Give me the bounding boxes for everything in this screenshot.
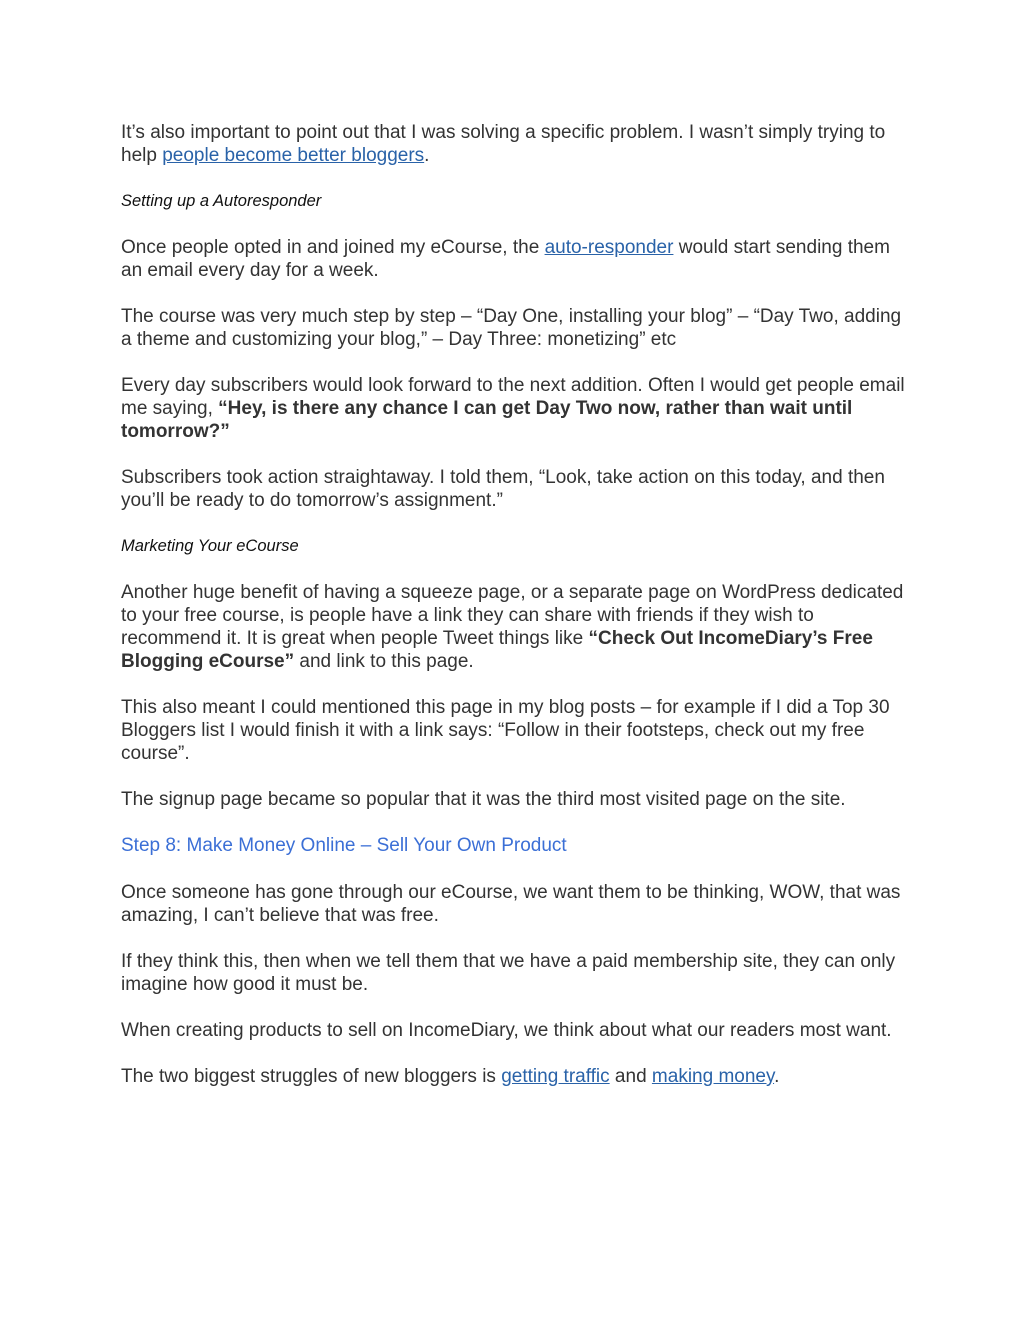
paragraph-end: . <box>424 145 430 166</box>
paragraph-subscribers-look-forward <box>121 374 911 443</box>
paragraph-took-action: Subscribers took action straightaway. I told them, “Look, take action on this today, and then you’ll be ready to do tomorrow’s assignment.” <box>121 467 885 511</box>
paragraph-text: Every day subscribers would look forward to the next addition. Often I would get people email me saying, <box>121 375 905 419</box>
bold-quote-check-out: “Check Out IncomeDiary’s Free Blogging eCourse” <box>121 628 873 672</box>
paragraph-blog-posts-mention: This also meant I could mentioned this page in my blog posts – for example if I did a Top 30 Bloggers list I would finish it with a link says: “Follow in their footsteps, check out my free course”. <box>121 697 890 764</box>
paragraph-wow-amazing: Once someone has gone through our eCourse, we want them to be thinking, WOW, that was amazing, I can’t believe that was free. <box>121 882 901 926</box>
heading-step-8: Step 8: Make Money Online – Sell Your Own Product <box>121 835 567 856</box>
paragraph-biggest-struggles <box>121 1065 911 1088</box>
paragraph-signup-popular: The signup page became so popular that it was the third most visited page on the site. <box>121 789 846 810</box>
paragraph-text: It’s also important to point out that I was solving a specific problem. I wasn’t simply trying to help <box>121 122 886 166</box>
paragraph-end: and link to this page. <box>294 651 474 672</box>
link-auto-responder[interactable]: auto-responder <box>544 237 674 258</box>
link-getting-traffic[interactable]: getting traffic <box>501 1066 610 1087</box>
paragraph-text: Once people opted in and joined my eCourse, the <box>121 237 545 258</box>
link-people-become-better-bloggers[interactable]: people become better bloggers <box>162 145 425 166</box>
paragraph-step-by-step: The course was very much step by step – “Day One, installing your blog” – “Day Two, adding a theme and customizing your blog,” – Day Three: monetizing” etc <box>121 306 902 350</box>
paragraph-end: would start sending them an email every day for a week. <box>121 237 890 281</box>
paragraph-opted-in <box>121 236 911 282</box>
bold-quote-day-two: “Hey, is there any chance I can get Day Two now, rather than wait until tomorrow?” <box>121 398 853 442</box>
paragraph-text-mid: and <box>609 1066 652 1087</box>
paragraph-membership-site: If they think this, then when we tell them that we have a paid membership site, they can only imagine how good it must be. <box>121 951 896 995</box>
paragraph-text: Another huge benefit of having a squeeze page, or a separate page on WordPress dedicated to your free course, is people have a link they can share with friends if they wish to recommend it. It is great when people Tweet things like <box>121 582 904 649</box>
subheading-autoresponder: Setting up a Autoresponder <box>121 192 322 210</box>
paragraph-text: The two biggest struggles of new bloggers is <box>121 1066 502 1087</box>
paragraph-solving-problem <box>121 121 911 167</box>
document-page <box>121 121 911 1111</box>
paragraph-creating-products: When creating products to sell on IncomeDiary, we think about what our readers most want. <box>121 1020 892 1041</box>
link-making-money[interactable]: making money <box>651 1066 775 1087</box>
paragraph-squeeze-page <box>121 581 911 673</box>
paragraph-end: . <box>774 1066 780 1087</box>
subheading-marketing-ecourse: Marketing Your eCourse <box>121 537 299 555</box>
